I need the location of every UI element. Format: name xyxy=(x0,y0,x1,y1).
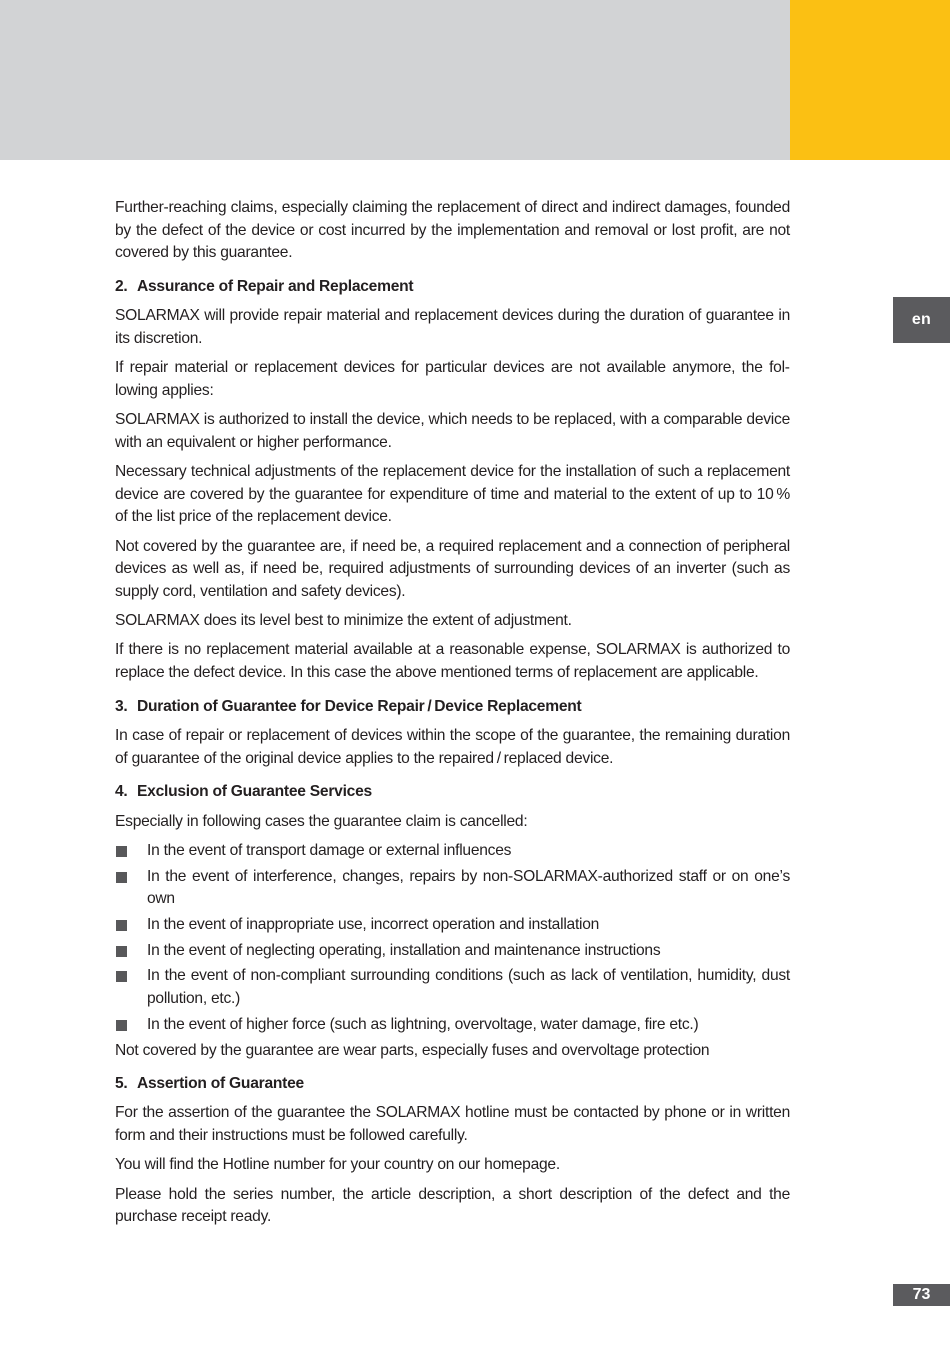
exclusion-list xyxy=(115,840,790,1037)
language-tab: en xyxy=(893,297,950,343)
paragraph: In case of repair or replacement of devices within the scope of the guarantee, the remaining duration of guarantee of the original device applies to the repaired / replaced device. xyxy=(115,727,790,767)
list-item-text: In the event of transport damage or external influences xyxy=(147,841,512,859)
intro-paragraph: Further-reaching claims, especially claiming the replacement of direct and indirect damages, founded by the defect of the device or cost incurred by the implementation and removal or lost profit, are not covered by this guarantee. xyxy=(115,199,790,262)
section-3-heading xyxy=(115,696,790,719)
list-item xyxy=(115,914,790,937)
square-bullet-icon xyxy=(116,971,127,982)
square-bullet-icon xyxy=(116,872,127,883)
paragraph: Not covered by the guarantee are, if need be, a required replacement and a connection of peripheral devices as well as, if need be, required adjustments of surrounding devices of an inverter (such as supply cord, ventilation and safety devices). xyxy=(115,537,790,601)
list-item xyxy=(115,940,790,963)
square-bullet-icon xyxy=(116,920,127,931)
paragraph: If repair material or replacement devices for particular devices are not available anymore, the following applies: xyxy=(115,359,790,399)
section-title: Assertion of Guarantee xyxy=(137,1075,304,1093)
list-item-text: In the event of higher force (such as lightning, overvoltage, water damage, fire etc.) xyxy=(147,1015,699,1033)
list-item xyxy=(115,866,790,911)
paragraph: SOLARMAX is authorized to install the device, which needs to be replaced, with a comparable device with an equivalent or higher performance. xyxy=(115,411,790,451)
page-content xyxy=(115,197,790,1235)
square-bullet-icon xyxy=(116,1020,127,1031)
section-4-heading xyxy=(115,781,790,804)
list-item xyxy=(115,965,790,1010)
section-number: 3. xyxy=(115,697,128,715)
section-2-heading xyxy=(115,276,790,299)
square-bullet-icon xyxy=(116,946,127,957)
list-item-text: In the event of non-compliant surrounding conditions (such as lack of ventilation, humidity, dust pollution, etc.) xyxy=(147,967,790,1008)
section-5-heading xyxy=(115,1073,790,1096)
section-number: 5. xyxy=(115,1075,128,1093)
paragraph: Please hold the series number, the article description, a short description of the defect and the purchase receipt ready. xyxy=(115,1185,790,1226)
paragraph: For the assertion of the guarantee the SOLARMAX hotline must be contacted by phone or in written form and their instructions must be followed carefully. xyxy=(115,1104,790,1145)
section-number: 2. xyxy=(115,278,128,296)
list-item xyxy=(115,1014,790,1037)
paragraph: If there is no replacement material available at a reasonable expense, SOLARMAX is authorized to replace the defect device. In this case the above mentioned terms of replacement are applicable. xyxy=(115,641,790,682)
header-grey-band xyxy=(0,0,790,160)
paragraph: SOLARMAX does its level best to minimize the extent of adjustment. xyxy=(115,612,572,630)
square-bullet-icon xyxy=(116,846,127,857)
section-title: Duration of Guarantee for Device Repair / Device Replacement xyxy=(137,697,582,715)
list-item-text: In the event of inappropriate use, incorrect operation and installation xyxy=(147,915,600,933)
paragraph: Necessary technical adjustments of the replacement device for the installation of such a replacement device are covered by the guarantee for expenditure of time and material to the extent of up to 10 % of the list price of the replacement device. xyxy=(115,463,790,526)
list-item-text: In the event of interference, changes, repairs by non-SOLARMAX-authorized staff or on one’s own xyxy=(147,867,790,908)
list-item xyxy=(115,840,790,863)
list-lead: Especially in following cases the guarantee claim is cancelled: xyxy=(115,812,528,830)
section-number: 4. xyxy=(115,783,128,801)
header-accent-block xyxy=(790,0,950,160)
section-title: Exclusion of Guarantee Services xyxy=(137,783,372,801)
paragraph: SOLARMAX will provide repair material and replacement devices during the duration of guarantee in its discretion. xyxy=(115,307,790,348)
section-title: Assurance of Repair and Replacement xyxy=(137,278,414,296)
paragraph: You will find the Hotline number for your country on our homepage. xyxy=(115,1156,560,1174)
page-number: 73 xyxy=(893,1284,950,1306)
list-closing: Not covered by the guarantee are wear parts, especially fuses and overvoltage protection xyxy=(115,1041,710,1059)
list-item-text: In the event of neglecting operating, installation and maintenance instructions xyxy=(147,941,661,959)
